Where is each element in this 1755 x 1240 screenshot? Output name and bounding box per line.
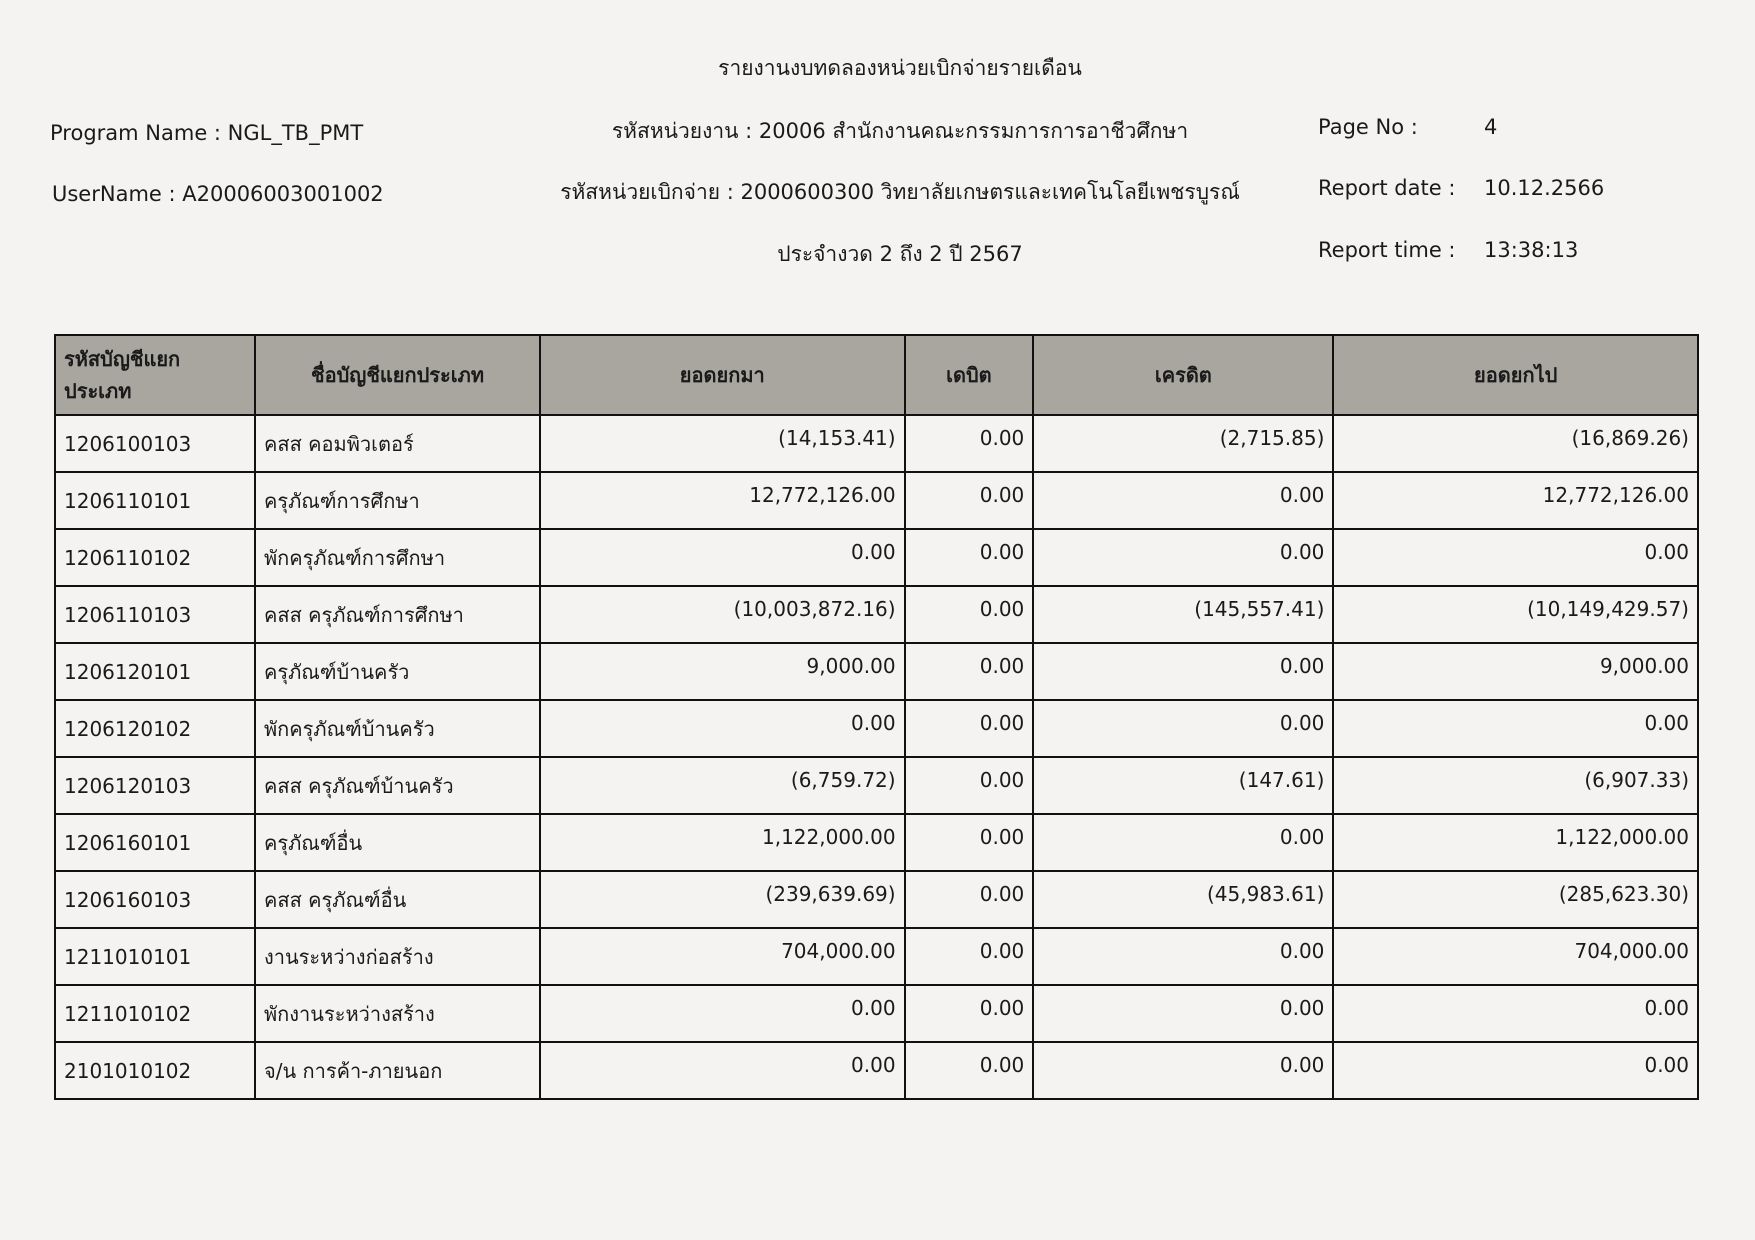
closing-balance-cell: 0.00	[1333, 1042, 1698, 1099]
credit-cell: 0.00	[1033, 985, 1333, 1042]
account-name-cell: พักครุภัณฑ์บ้านครัว	[255, 700, 540, 757]
account-name-cell: คสส ครุภัณฑ์บ้านครัว	[255, 757, 540, 814]
opening-balance-cell: (10,003,872.16)	[540, 586, 905, 643]
opening-balance-cell: 12,772,126.00	[540, 472, 905, 529]
debit-cell: 0.00	[905, 586, 1034, 643]
account-code-cell: 1206160103	[55, 871, 255, 928]
closing-balance-cell: 0.00	[1333, 700, 1698, 757]
col-header-account-name: ชื่อบัญชีแยกประเภท	[255, 335, 540, 415]
table-row	[55, 643, 1698, 700]
table-row	[55, 472, 1698, 529]
credit-cell: 0.00	[1033, 643, 1333, 700]
credit-cell: (145,557.41)	[1033, 586, 1333, 643]
table-row	[55, 985, 1698, 1042]
report-date-label: Report date :	[1318, 176, 1456, 200]
credit-cell: (147.61)	[1033, 757, 1333, 814]
account-code-cell: 1211010102	[55, 985, 255, 1042]
account-name-cell: จ/น การค้า-ภายนอก	[255, 1042, 540, 1099]
debit-cell: 0.00	[905, 700, 1034, 757]
credit-cell: 0.00	[1033, 529, 1333, 586]
page-no-label: Page No :	[1318, 115, 1418, 139]
closing-balance-cell: 9,000.00	[1333, 643, 1698, 700]
col-header-account-code: รหัสบัญชีแยกประเภท	[55, 335, 255, 415]
disbursement-unit-line: รหัสหน่วยเบิกจ่าย : 2000600300 วิทยาลัยเกษตรและเทคโนโลยีเพชรบูรณ์	[560, 180, 1240, 204]
closing-balance-cell: 1,122,000.00	[1333, 814, 1698, 871]
opening-balance-cell: 0.00	[540, 1042, 905, 1099]
account-code-cell: 1206100103	[55, 415, 255, 472]
closing-balance-cell: 0.00	[1333, 529, 1698, 586]
table-row	[55, 757, 1698, 814]
table-row	[55, 1042, 1698, 1099]
credit-cell: (2,715.85)	[1033, 415, 1333, 472]
program-name: Program Name : NGL_TB_PMT	[50, 121, 364, 145]
table-row	[55, 700, 1698, 757]
col-header-debit: เดบิต	[905, 335, 1034, 415]
table-row	[55, 415, 1698, 472]
credit-cell: 0.00	[1033, 700, 1333, 757]
page-no-value: 4	[1484, 115, 1498, 139]
debit-cell: 0.00	[905, 415, 1034, 472]
closing-balance-cell: (10,149,429.57)	[1333, 586, 1698, 643]
table-row	[55, 814, 1698, 871]
opening-balance-cell: (14,153.41)	[540, 415, 905, 472]
account-code-cell: 1206120101	[55, 643, 255, 700]
opening-balance-cell: 0.00	[540, 529, 905, 586]
account-code-cell: 1206110102	[55, 529, 255, 586]
debit-cell: 0.00	[905, 643, 1034, 700]
credit-cell: 0.00	[1033, 814, 1333, 871]
col-header-opening-balance: ยอดยกมา	[540, 335, 905, 415]
account-name-cell: พักครุภัณฑ์การศึกษา	[255, 529, 540, 586]
debit-cell: 0.00	[905, 871, 1034, 928]
debit-cell: 0.00	[905, 529, 1034, 586]
opening-balance-cell: (6,759.72)	[540, 757, 905, 814]
closing-balance-cell: 704,000.00	[1333, 928, 1698, 985]
table-row	[55, 928, 1698, 985]
account-code-cell: 1206110101	[55, 472, 255, 529]
closing-balance-cell: (285,623.30)	[1333, 871, 1698, 928]
closing-balance-cell: 0.00	[1333, 985, 1698, 1042]
opening-balance-cell: 0.00	[540, 700, 905, 757]
table-row	[55, 871, 1698, 928]
table-header-row	[55, 335, 1698, 415]
user-name: UserName : A20006003001002	[52, 182, 384, 206]
table-row	[55, 529, 1698, 586]
report-time-value: 13:38:13	[1484, 238, 1579, 262]
table-row	[55, 586, 1698, 643]
account-name-cell: คสส คอมพิวเตอร์	[255, 415, 540, 472]
opening-balance-cell: 704,000.00	[540, 928, 905, 985]
account-code-cell: 1206120103	[55, 757, 255, 814]
debit-cell: 0.00	[905, 928, 1034, 985]
report-time-label: Report time :	[1318, 238, 1456, 262]
agency-line: รหัสหน่วยงาน : 20006 สำนักงานคณะกรรมการการอาชีวศึกษา	[611, 119, 1189, 143]
debit-cell: 0.00	[905, 814, 1034, 871]
account-name-cell: คสส ครุภัณฑ์การศึกษา	[255, 586, 540, 643]
debit-cell: 0.00	[905, 757, 1034, 814]
account-code-cell: 2101010102	[55, 1042, 255, 1099]
debit-cell: 0.00	[905, 985, 1034, 1042]
account-code-cell: 1206160101	[55, 814, 255, 871]
debit-cell: 0.00	[905, 472, 1034, 529]
trial-balance-table	[54, 334, 1699, 1100]
credit-cell: 0.00	[1033, 472, 1333, 529]
report-title: รายงานงบทดลองหน่วยเบิกจ่ายรายเดือน	[718, 56, 1082, 80]
period-line: ประจำงวด 2 ถึง 2 ปี 2567	[777, 242, 1023, 266]
account-code-cell: 1211010101	[55, 928, 255, 985]
col-header-closing-balance: ยอดยกไป	[1333, 335, 1698, 415]
account-code-cell: 1206110103	[55, 586, 255, 643]
closing-balance-cell: 12,772,126.00	[1333, 472, 1698, 529]
credit-cell: 0.00	[1033, 1042, 1333, 1099]
account-name-cell: พักงานระหว่างสร้าง	[255, 985, 540, 1042]
account-code-cell: 1206120102	[55, 700, 255, 757]
credit-cell: 0.00	[1033, 928, 1333, 985]
report-date-value: 10.12.2566	[1484, 176, 1605, 200]
col-header-credit: เครดิต	[1033, 335, 1333, 415]
account-name-cell: ครุภัณฑ์บ้านครัว	[255, 643, 540, 700]
account-name-cell: ครุภัณฑ์อื่น	[255, 814, 540, 871]
account-name-cell: คสส ครุภัณฑ์อื่น	[255, 871, 540, 928]
account-name-cell: ครุภัณฑ์การศึกษา	[255, 472, 540, 529]
opening-balance-cell: 1,122,000.00	[540, 814, 905, 871]
closing-balance-cell: (6,907.33)	[1333, 757, 1698, 814]
credit-cell: (45,983.61)	[1033, 871, 1333, 928]
account-name-cell: งานระหว่างก่อสร้าง	[255, 928, 540, 985]
closing-balance-cell: (16,869.26)	[1333, 415, 1698, 472]
opening-balance-cell: 9,000.00	[540, 643, 905, 700]
debit-cell: 0.00	[905, 1042, 1034, 1099]
opening-balance-cell: (239,639.69)	[540, 871, 905, 928]
opening-balance-cell: 0.00	[540, 985, 905, 1042]
